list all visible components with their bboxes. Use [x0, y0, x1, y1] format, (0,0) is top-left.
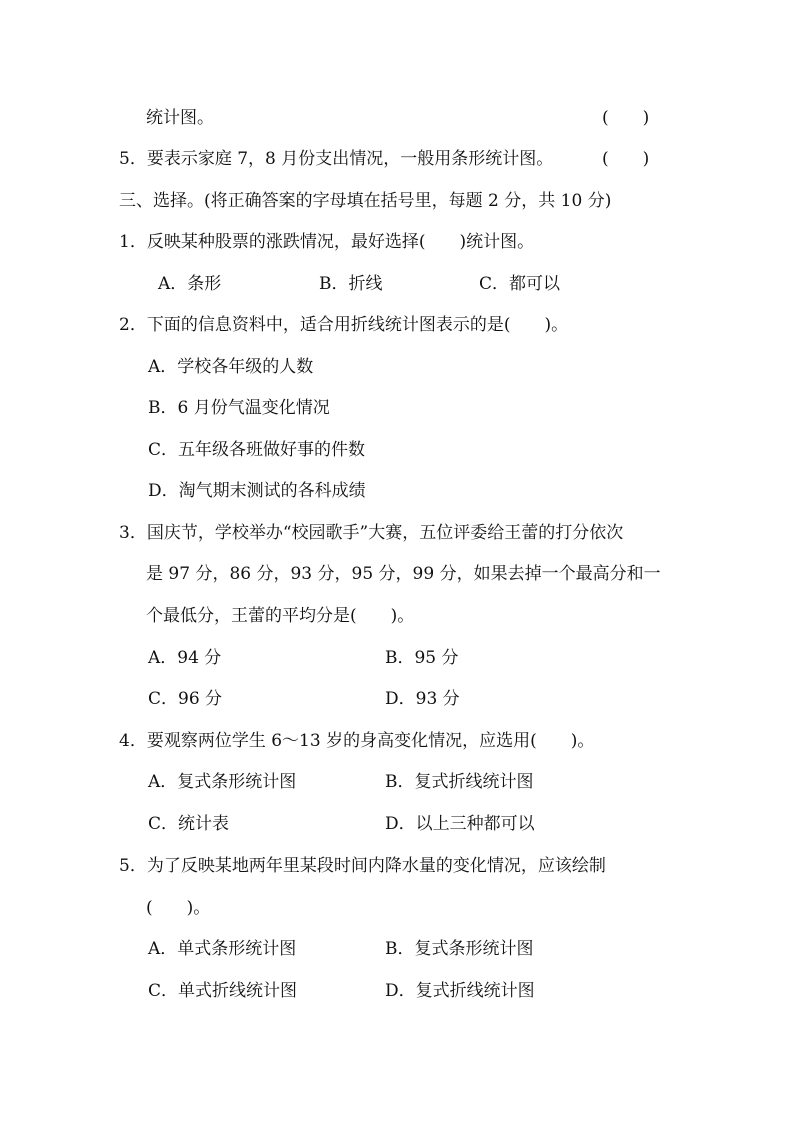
tf-question-4-continuation: 统计图。: [146, 108, 214, 128]
mc-question-1-stem: 1．反映某种股票的涨跌情况，最好选择( )统计图。: [119, 232, 535, 252]
mc-question-2-option-d: D．淘气期末测试的各科成绩: [148, 481, 366, 501]
mc-question-4-option-c: C．统计表: [148, 814, 230, 834]
mc-question-3-option-a: A．94 分: [148, 648, 222, 668]
mc-question-4-option-a: A．复式条形统计图: [148, 772, 297, 792]
mc-question-2-option-b: B．6 月份气温变化情况: [148, 398, 330, 418]
tf-question-5: 5．要表示家庭 7，8 月份支出情况，一般用条形统计图。: [119, 149, 554, 169]
mc-question-3-option-c: C．96 分: [148, 689, 223, 709]
mc-question-3-stem-line-1: 3．国庆节，学校举办“校园歌手”大赛，五位评委给王蕾的打分依次: [119, 523, 624, 543]
mc-question-2-stem: 2．下面的信息资料中，适合用折线统计图表示的是( )。: [119, 315, 569, 335]
mc-question-5-option-b: B．复式条形统计图: [385, 939, 534, 959]
mc-question-3-stem-line-3: 个最低分，王蕾的平均分是( )。: [146, 606, 415, 626]
mc-question-1-option-b: B．折线: [319, 274, 383, 294]
section-heading-choice: 三、选择。(将正确答案的字母填在括号里，每题 2 分，共 10 分): [119, 191, 612, 211]
mc-question-3-option-b: B．95 分: [385, 648, 459, 668]
mc-question-3-option-d: D．93 分: [385, 689, 460, 709]
answer-blank-tf5[interactable]: ( ): [602, 149, 650, 169]
mc-question-2-option-a: A．学校各年级的人数: [148, 357, 314, 377]
mc-question-2-option-c: C．五年级各班做好事的件数: [148, 440, 366, 460]
answer-blank-tf4[interactable]: ( ): [602, 108, 650, 128]
mc-question-5-option-a: A．单式条形统计图: [148, 939, 297, 959]
mc-question-3-stem-line-2: 是 97 分，86 分，93 分，95 分，99 分，如果去掉一个最高分和一: [146, 564, 661, 584]
mc-question-5-option-c: C．单式折线统计图: [148, 981, 298, 1001]
mc-question-5-stem-line-1: 5．为了反映某地两年里某段时间内降水量的变化情况，应该绘制: [119, 856, 606, 876]
mc-question-4-option-b: B．复式折线统计图: [385, 772, 534, 792]
mc-question-5-stem-line-2: ( )。: [146, 898, 211, 918]
mc-question-4-stem: 4．要观察两位学生 6～13 岁的身高变化情况，应选用( )。: [119, 731, 595, 751]
mc-question-4-option-d: D．以上三种都可以: [385, 814, 535, 834]
mc-question-1-option-c: C．都可以: [479, 274, 561, 294]
mc-question-5-option-d: D．复式折线统计图: [385, 981, 535, 1001]
mc-question-1-option-a: A．条形: [158, 274, 222, 294]
